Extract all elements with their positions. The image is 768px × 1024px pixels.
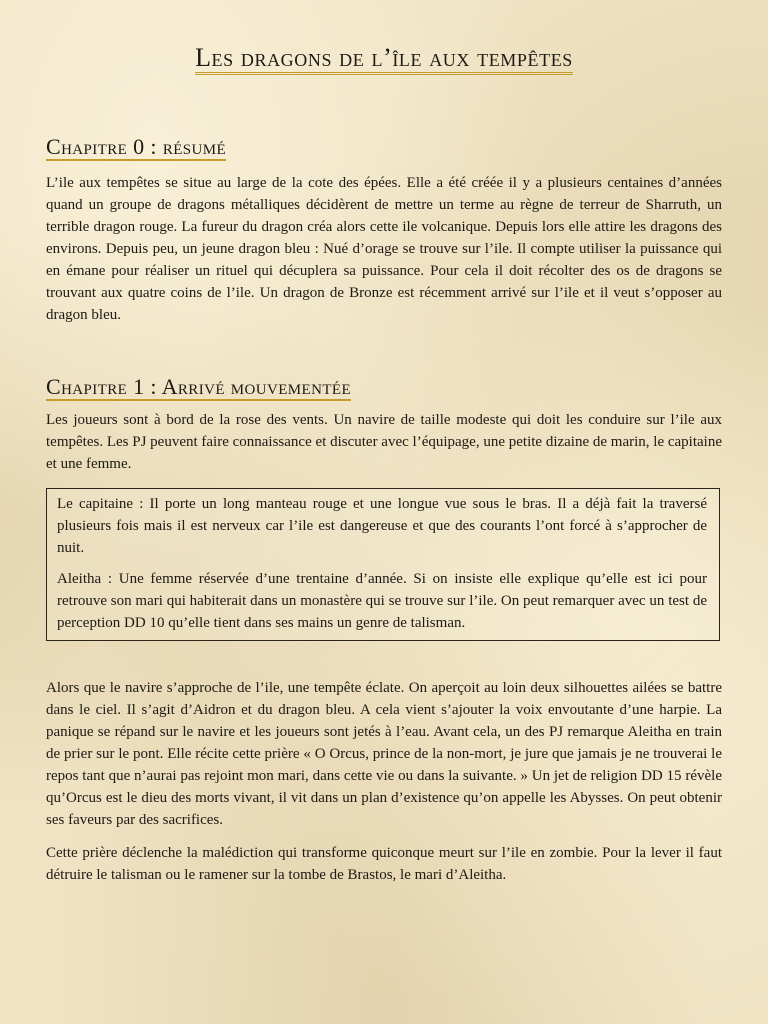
chapter-1-heading (46, 373, 351, 401)
curse-paragraph: Cette prière déclenche la malédiction qui transforme quiconque meurt sur l’ile en zombie. Pour la lever il faut détruire le talisman ou le ramener sur la tombe de Brastos, le mari d’Aleitha. (46, 845, 722, 883)
npc-aleitha: Aleitha : Une femme réservée d’une trentaine d’année. Si on insiste elle explique qu’elle est ici pour retrouve son mari qui habiterait dans un monastère qui se trouve sur l’ile. On peut remarquer avec un test de perception DD 10 qu’elle tient dans ses mains un genre de talisman. (57, 571, 707, 631)
chapter-0-heading (46, 133, 226, 161)
storm-paragraph: Alors que le navire s’approche de l’ile, une tempête éclate. On aperçoit au loin deux silhouettes ailées se battre dans le ciel. Il s’agit d’Aidron et du dragon bleu. A cela vient s’ajouter la voix envoutante d’une harpie. La panique se répand sur le navire et les joueurs sont jetés à l’eau. Avant cela, un des PJ remarque Aleitha en train de prier sur le pont. Elle récite cette prière « O Orcus, prince de la non-mort, je jure que jamais je ne trouverai le repos tant que n’aurai pas rejoint mon mari, dans cette vie ou dans la suivante. » Un jet de religion DD 15 révèle qu’Orcus est le dieu des morts vivant, il vit dans un plan d’existence qu’on appelle les Abysses. On peut obtenir ses faveurs par des sacrifices. (46, 680, 722, 828)
chapter-1-intro: Les joueurs sont à bord de la rose des vents. Un navire de taille modeste qui doit les conduire sur l’ile aux tempêtes. Les PJ peuvent faire connaissance et discuter avec l’équipage, une petite dizaine de marin, le capitaine et une femme. (46, 412, 722, 472)
chapter-1-heading-text: Chapitre 1 : Arrivé mouvementée (46, 374, 352, 399)
document-title (46, 41, 722, 75)
npc-captain: Le capitaine : Il porte un long manteau rouge et une longue vue sous le bras. Il a déjà fait la traversé plusieurs fois mais il est nerveux car l’ile est dangereuse et que des courants l’ont forcé à s’approcher de nuit. (57, 496, 707, 556)
chapter-0-paragraph: L’ile aux tempêtes se situe au large de la cote des épées. Elle a été créée il y a plusieurs centaines d’années quand un groupe de dragons métalliques décidèrent de mettre un terme au règne de terreur de Sharruth, un terrible dragon rouge. La fureur du dragon créa alors cette ile volcanique. Depuis lors elle attire les dragons des environs. Depuis peu, un jeune dragon bleu : Nué d’orage se trouve sur l’ile. Il compte utiliser la puissance qui en émane pour réaliser un rituel qui décuplera sa puissance. Pour cela il doit récolter des os de dragons se trouvant aux quatre coins de l’ile. Un dragon de Bronze est récemment arrivé sur l’ile et il veut s’opposer au dragon bleu. (46, 175, 722, 323)
document-title-text: Les dragons de l’île aux tempêtes (195, 43, 573, 75)
npc-info-box (46, 488, 720, 641)
chapter-0-heading-text: Chapitre 0 : résumé (46, 134, 227, 159)
